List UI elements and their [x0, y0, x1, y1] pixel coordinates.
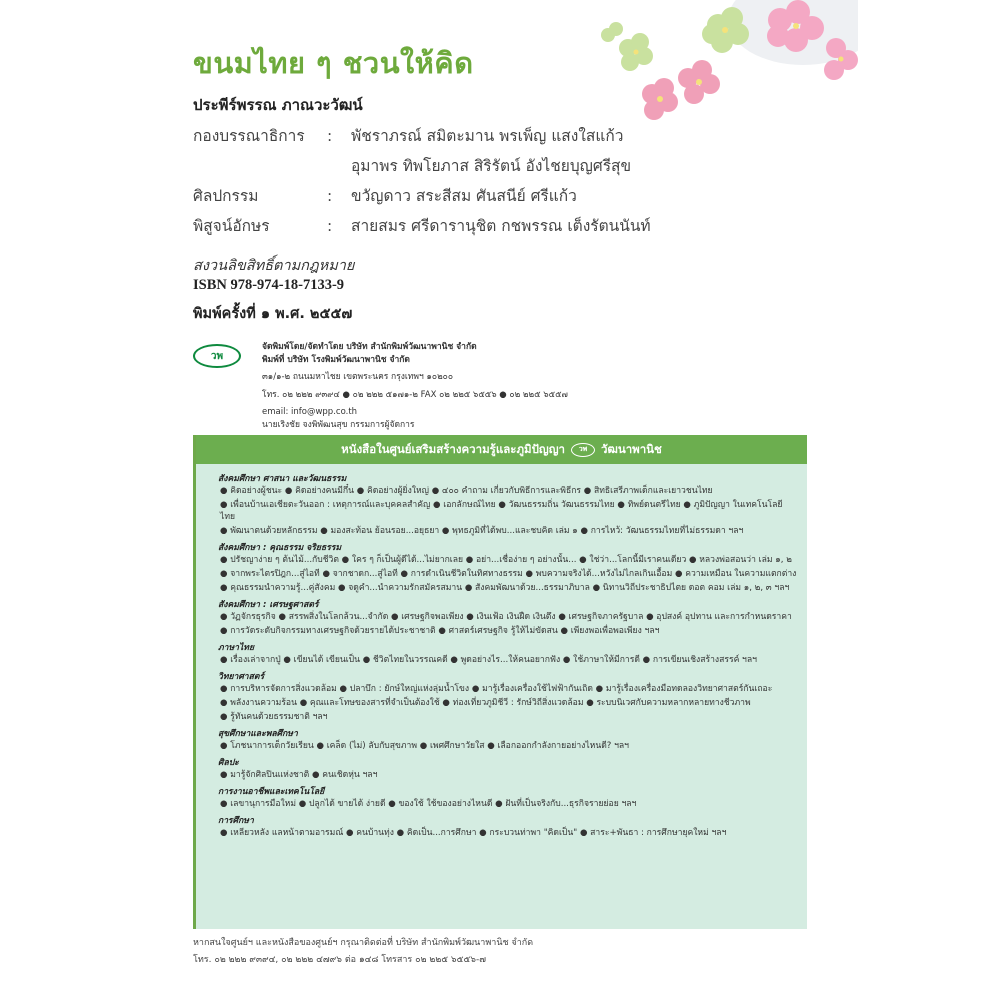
isbn: ISBN 978-974-18-7133-9 — [193, 277, 345, 293]
panel-header-logo: วพ — [571, 443, 595, 457]
book-list-line: ● การบริหารจัดการสิ่งแวดล้อม ● ปลาบึก : ยักษ์ใหญ่แห่งลุ่มน้ำโขง ● มารู้เรื่องเครื่องใช้ไฟฟ้ากันเถิด ● มารู้เรื่องเครื่องมือทดลองวิทยาศาสตร์กันเถอะ — [220, 684, 773, 694]
credits-table — [193, 128, 753, 248]
publisher-email: email: info@wpp.co.th — [262, 407, 358, 417]
book-list-line: ● ปรัชญาง่าย ๆ ต้นไม้...กับชีวิต ● ใคร ๆ ก็เป็นผู้ดีได้...ไม่ยากเลย ● อย่า...เชื่อง่าย ๆ อย่างนั้น... ● ใช่ว่า...โลกนี้มีเราคนเดียว ● หลวงพ่อสอนว่า เล่ม ๑, ๒ — [220, 555, 792, 565]
credit-row-art — [193, 188, 753, 205]
footer — [193, 935, 533, 969]
credit-name-line: ขวัญดาว สระสีสม ศันสนีย์ ศรีแก้ว — [351, 187, 577, 205]
credit-row-editorial — [193, 128, 753, 175]
panel-header-text: หนังสือในศูนย์เสริมสร้างความรู้และภูมิปัญญา — [341, 441, 565, 456]
publisher-manager: นายเริงชัย จงพิพัฒนสุข กรรมการผู้จัดการ — [262, 419, 415, 430]
publisher-logo-text: วพ — [210, 350, 224, 362]
credit-colon: : — [327, 187, 333, 205]
publisher-line: จัดพิมพ์โดย/จัดทำโดย บริษัท สำนักพิมพ์วัฒนาพานิช จำกัด — [262, 342, 477, 352]
credit-name-line: พัชราภรณ์ สมิตะมาน พรเพ็ญ แสงใสแก้ว — [351, 127, 624, 145]
book-list-panel — [193, 435, 807, 929]
credit-colon: : — [327, 127, 333, 145]
book-list-line: ● เรื่องเล่าจากปู่ ● เขียนได้ เขียนเป็น ● ชีวิตไทยในวรรณคดี ● พูดอย่างไร...ให้คนอยากฟัง ● ใช้ภาษาให้มีการดี ● การเขียนเชิงสร้างสรรค์ ฯลฯ — [220, 655, 757, 665]
book-list-line: ● เพื่อนบ้านเอเชียตะวันออก : เหตุการณ์และบุคคลสำคัญ ● เอกลักษณ์ไทย ● วัฒนธรรมถิ่น วัฒนธรรมไทย ● ทิพย์ดนตรีไทย ● ภูมิปัญญา ในเทคโนโลยีไทย — [220, 500, 783, 522]
credit-name-line: อุมาพร ทิพโยภาส สิริรัตน์ อังไชยบุญศรีสุข — [351, 157, 632, 175]
book-list-line: ● วัฏจักรธุรกิจ ● สรรพสิ่งในโลกล้วน...จำกัด ● เศรษฐกิจพอเพียง ● เงินเฟ้อ เงินฝืด เงินตึง ● เศรษฐกิจภาครัฐบาล ● อุปสงค์ อุปทาน และการกำหนดราคา — [220, 612, 792, 622]
credit-row-proofreading — [193, 218, 753, 235]
credit-names — [351, 128, 753, 175]
book-list-line: ● การวัดระดับกิจกรรมทางเศรษฐกิจด้วยรายได้ประชาชาติ ● ศาสตร์เศรษฐกิจ รู้ให้ไม่ขัดสน ● เพียงพอเพื่อพอเพียง ฯลฯ — [220, 626, 660, 636]
credit-label: ศิลปกรรม — [193, 187, 259, 205]
category-title: ศิลปะ — [218, 758, 239, 768]
book-title: ขนมไทย ๆ ชวนให้คิด — [193, 46, 474, 80]
book-list-line: ● คุณธรรมนำความรู้...คู่สังคม ● จดูคำ...นำความรักสมัครสมาน ● สังคมพัฒนาด้วย...ธรรมาภิบาล ● นิทานวิถีประชาธิปไตย ดอต คอม เล่ม ๑, ๒, ๓ ฯลฯ — [220, 583, 790, 593]
footer-line: โทร. ๐๒ ๒๒๒ ๙๓๙๔, ๐๒ ๒๒๒ ๔๗๙๖ ต่อ ๑๔๘ โทรสาร ๐๒ ๒๒๕ ๖๕๕๖-๗ — [193, 955, 486, 965]
credit-label: กองบรรณาธิการ — [193, 127, 305, 145]
category-title: การงานอาชีพและเทคโนโลยี — [218, 787, 325, 797]
publisher-address: ๓๑/๑-๒ ถนนมหาไชย เขตพระนคร กรุงเทพฯ ๑๐๒๐๐ — [262, 372, 454, 382]
author-name: ประพีร์พรรณ ภาณวะวัฒน์ — [193, 96, 363, 114]
category-title: การศึกษา — [218, 816, 254, 826]
book-list-line: ● จากพระไตรปิฎก...สู่ไอที ● จากชาดก...สู่ไอที ● การดำเนินชีวิตในทิศทางธรรม ● พบความจริงได้...หวังไม่ไกลเกินเอื้อม ● ความเหมือน ในความแตกต่าง — [220, 569, 797, 579]
category-title: สุขศึกษาและพลศึกษา — [218, 729, 298, 739]
credit-label: พิสูจน์อักษร — [193, 217, 270, 235]
publisher-line: พิมพ์ที่ บริษัท โรงพิมพ์วัฒนาพานิช จำกัด — [262, 354, 410, 365]
category-title: วิทยาศาสตร์ — [218, 672, 265, 682]
publisher-phone: โทร. ๐๒ ๒๒๒ ๙๓๙๔ ● ๐๒ ๒๒๒ ๕๑๗๑-๒ FAX ๐๒ ๒๒๕ ๖๕๕๖ ● ๐๒ ๒๒๕ ๖๕๕๗ — [262, 389, 568, 400]
book-list-line: ● โภชนาการเด็กวัยเรียน ● เคล็ด (ไม่) ลับกับสุขภาพ ● เพศศึกษาวัยใส ● เลือกออกกำลังกายอย่างไหนดี? ฯลฯ — [220, 741, 629, 751]
credit-names — [351, 218, 753, 235]
credit-name-line: สายสมร ศรีดารานุชิต กชพรรณ เต็งรัตนนันท์ — [351, 217, 651, 235]
flower-decoration — [598, 0, 858, 122]
category-title: ภาษาไทย — [218, 643, 255, 653]
book-list-line: ● รู้ทันคนด้วยธรรมชาติ ฯลฯ — [220, 712, 328, 722]
footer-line: หากสนใจศูนย์ฯ และหนังสือของศูนย์ฯ กรุณาติดต่อที่ บริษัท สำนักพิมพ์วัฒนาพานิช จำกัด — [193, 938, 534, 948]
category-title: สังคมศึกษา : คุณธรรม จริยธรรม — [218, 543, 342, 553]
book-list-line: ● พลังงานความร้อน ● คุณและโทษของสารที่จำเป็นต้องใช้ ● ท่องเที่ยวภูมิชีวี : รักษ์วิถีสิ่งแวดล้อม ● ระบบนิเวศกับความหลากหลายทางชีวภาพ — [220, 698, 751, 708]
publisher-info — [262, 341, 568, 431]
panel-header-brand: วัฒนาพานิช — [600, 441, 662, 456]
edition-info: พิมพ์ครั้งที่ ๑ พ.ศ. ๒๕๕๗ — [193, 306, 353, 322]
category-title: สังคมศึกษา : เศรษฐศาสตร์ — [218, 600, 319, 610]
book-list-line: ● พัฒนาตนด้วยหลักธรรม ● มองสะท้อน ย้อนรอย...อยุธยา ● พุทธภูมิที่ได้พบ...และชบคิด เล่ม ๑ ● การไหว้: วัฒนธรรมไทยที่ไม่ธรรมดา ฯลฯ — [220, 526, 744, 536]
publisher-logo — [193, 344, 241, 368]
book-list-line: ● มารู้จักศิลปินแห่งชาติ ● คนเชิดหุ่น ฯลฯ — [220, 770, 378, 780]
category-title: สังคมศึกษา ศาสนา และวัฒนธรรม — [218, 474, 347, 484]
book-list-line: ● เหลียวหลัง แลหน้าตามอารมณ์ ● คนบ้านทุ่ง ● คิดเป็น...การศึกษา ● กระบวนท่าพา "คิดเป็น" ● สาระ+พันธา : การศึกษายุคใหม่ ฯลฯ — [220, 828, 727, 838]
book-list-line: ● คิดอย่างผู้ชนะ ● คิดอย่างคนมีกึ๋น ● คิดอย่างผู้ยิ่งใหญ่ ● ๔๐๐ คำถาม เกี่ยวกับพิธีการและพิธีกร ● สิทธิเสรีภาพเด็กและเยาวชนไทย — [220, 486, 713, 496]
credit-colon: : — [327, 217, 333, 235]
book-list-line: ● เลขานุการมือใหม่ ● ปลูกได้ ขายได้ ง่ายดี ● ของใช้ ใช้ของอย่างไหนดี ● ฝันที่เป็นจริงกับ...ธุรกิจรายย่อย ฯลฯ — [220, 799, 637, 809]
panel-body — [196, 464, 807, 839]
panel-header — [196, 435, 807, 464]
copyright-notice: สงวนลิขสิทธิ์ตามกฎหมาย — [193, 258, 355, 274]
credit-names — [351, 188, 753, 205]
